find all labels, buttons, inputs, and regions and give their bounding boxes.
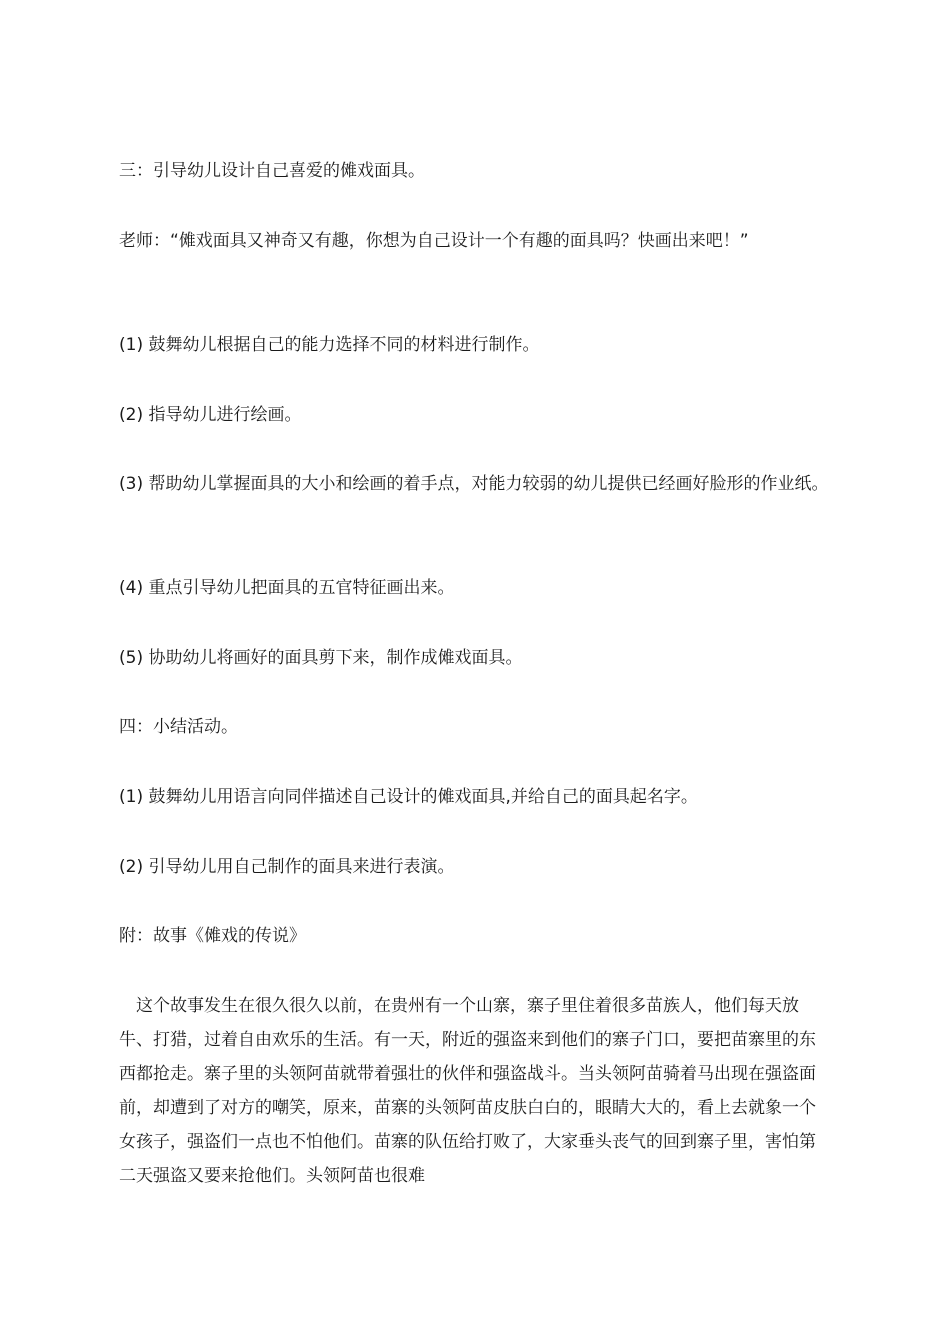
step-item-2: (2) 指导幼儿进行绘画。 [119,405,302,425]
teacher-quote: 老师：“傩戏面具又神奇又有趣，你想为自己设计一个有趣的面具吗？快画出来吧！” [119,231,749,251]
step-item-4: (4) 重点引导幼儿把面具的五官特征画出来。 [119,578,455,598]
step-item-3: (3) 帮助幼儿掌握面具的大小和绘画的着手点，对能力较弱的幼儿提供已经画好脸形的作业纸。 [119,474,829,494]
section-heading-three: 三：引导幼儿设计自己喜爱的傩戏面具。 [119,161,425,181]
section-heading-four: 四：小结活动。 [119,717,238,737]
summary-item-2: (2) 引导幼儿用自己制作的面具来进行表演。 [119,857,455,877]
appendix-title: 附：故事《傩戏的传说》 [119,926,306,946]
step-item-1: (1) 鼓舞幼儿根据自己的能力选择不同的材料进行制作。 [119,335,540,355]
story-paragraph: 这个故事发生在很久很久以前，在贵州有一个山寨，寨子里住着很多苗族人，他们每天放牛、打猎，过着自由欢乐的生活。有一天，附近的强盗来到他们的寨子门口，要把苗寨里的东西都抢走。寨子里的头领阿苗就带着强壮的伙伴和强盗战斗。当头领阿苗骑着马出现在强盗面前，却遭到了对方的嘲笑，原来，苗寨的头领阿苗皮肤白白的，眼睛大大的，看上去就象一个女孩子，强盗们一点也不怕他们。苗寨的队伍给打败了，大家垂头丧气的回到寨子里，害怕第二天强盗又要来抢他们。头领阿苗也很难 [119,996,816,1186]
summary-item-1: (1) 鼓舞幼儿用语言向同伴描述自己设计的傩戏面具,并给自己的面具起名字。 [119,787,698,807]
step-item-5: (5) 协助幼儿将画好的面具剪下来，制作成傩戏面具。 [119,648,523,668]
